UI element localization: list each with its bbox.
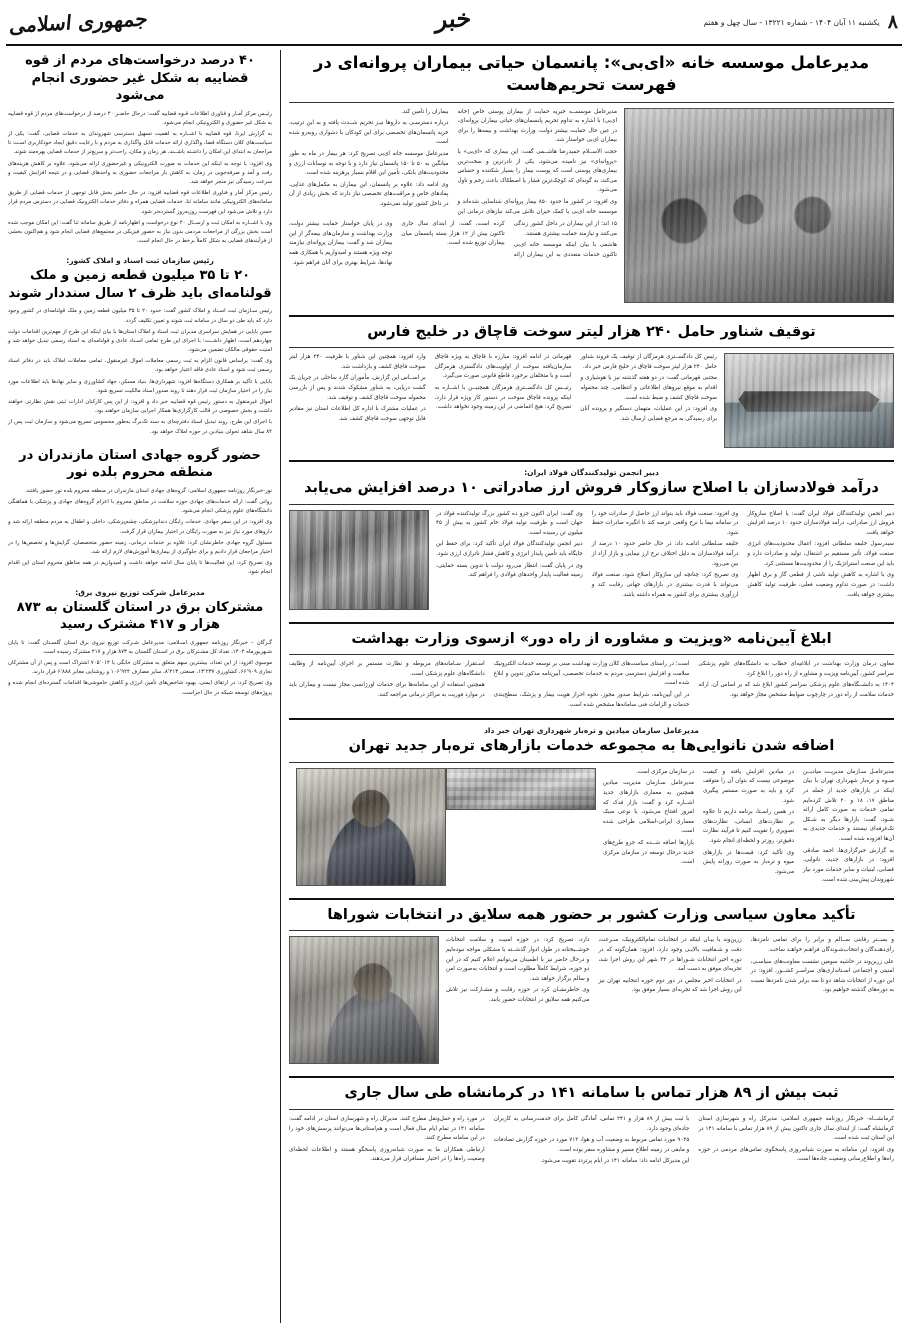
article-body-lower [289,220,617,268]
paragraph: اموال غیرمنقول به دستور رئیس قوه قضاییه خبر داد و افزود: از این پس کارکنان ادارات ثبتی نقش نظارتی خواهند داشت و بخش خصوصی در قالب کارگزاری‌ها همکار اجرایی سازمان خواهند بود. [8,399,272,415]
paragraph: در انتخابات اخیر مجلس در دور دوم حوزه انتخابیه تهران نیز این روش اجرا شد که تجربه‌ای بسیار موفق بود. [598,977,742,994]
paragraph: بر اســاس این گزارش، مأموران گارد ساحلی در جریان یک گشت دریایی، به شناور مشکوک شدند و پس از بازرسی محموله سوخت قاچاق کشف و توقیف شد. [289,375,426,401]
paragraph: وی تصریح کرد: این فعالیت‌ها تا پایان سال ادامه خواهد داشت و امیدواریم در همه مناطق محروم استان این اقدام انجام شود. [8,560,272,576]
paragraph: دارد، تصریح کرد: در حوزه امنیت و سلامت انتخابات خوشــبختانه در طول ادوار گذشــته با مشکلی مواجه نبوده‌ایم و درحال حاضر نیز با اطمینان می‌توانیم اعلام کنیم که در این دو حوزه، شرایط کاملاً مطلوب است و انتخابات به‌صورت امن و سالم برگزار خواهد شد. [446,937,590,982]
headline: ۲۰ تا ۳۵ میلیون قطعه زمین و ملک قولنامه‌ای باید ظرف ۲ سال سنددار شوند [8,268,272,301]
paragraph: وی تصریح کرد: در ارتقای ایمنی، بهبود شاخص‌های تأمین انرژی و کاهش خاموشی‌ها اقدامات گسترده‌ای انجام شده و پروژه‌های توسعه شبکه در حال اجراست. [8,680,272,696]
paragraph: مدیرعامل موسســه خیریه حمایت از بیماران پوستی خاص (خانه ای‌بی) با اشاره به تداوم تحریم پانسمان‌های حیاتی بیماران پروانه‌ای، در عین حال حمایت بیشتر دولت، وزارت بهداشت و بیمه‌ها را برای بیماران ای‌بی خواستار شد. [457,108,617,144]
paragraph: وی افزود: در کشور ما حدود ۸۵۰ بیمار پروانه‌ای شناسایی شده‌اند و موسسه خانه ای‌بی با کمک خیران تلاش می‌کند نیازهای درمانی این بیماران را تأمین کند. [401,108,617,215]
divider [289,102,894,103]
paragraph: وی ادامه داد: علاوه بر پانسمان، این بیماران به مکمل‌های غذایی، پمادهای خاص و مراقبت‌های تخصصی نیاز دارند که بخش زیادی از آن در داخل کشور تولید نمی‌شود. [289,181,449,208]
headline: اضافه شدن نانوایی‌ها به مجموعه خدمات بازارهای تره‌بار جدید تهران [348,738,835,755]
divider [289,762,894,763]
paragraph: معاون درمان وزارت بهداشت در ابلاغیه‌ای خطاب به دانشگاه‌های علوم پزشکی سراسر کشور، آیین‌نامه ویزیت و مشاوره از راه دور را ابلاغ کرد. [698,661,894,677]
paragraph: حجت الاســلام حمیدرضا هاشــمی گفت: این بیماری که «ای‌بی» یا «پروانه‌ای» نیز نامیده می‌شود، یکی از نادرترین و سخت‌ترین بیماری‌های پوستی است که پوست بیمار را بسیار شکننده و حساس می‌کند، به گونه‌ای که کوچک‌ترین فشار یا اصطکاک باعث زخم و تاول می‌شود. [457,148,617,194]
paragraph: بازارها اضافه شــده که جزو طرح‌های جدید درحال توسعه در سازمان مرکزی است. [603,840,694,866]
paragraph: وی تأکید کرد: قیمت‌ها در بازارهای میوه و تره‌بار به صورت روزانه پایش می‌شود. [703,849,794,875]
photo-tanker [724,353,894,448]
article-judiciary [8,52,272,248]
paragraph: وی افزود: در این عملیات، متهمان دستگیر و پرونده آنان برای رسیدگی به مرجع قضایی ارسال شد. [580,406,717,422]
paragraph: اسـتقرار سـامانه‌های مربوطه و نظارت مستمر بر اجرای آیین‌نامه از وظایف دانشگاه‌های علوم پزشکی است. [289,661,485,677]
paragraph: رئیـس مرکز آمـار و فناوری اطلاعات قـوه قضاییه گفت: درحال حاضـر ۴۰ درصد از درخواست‌های مردم از قوه قضاییه به شکل غیر حضوری و الکترونیکی انجام می‌شود. [8,110,273,126]
paragraph: ارتباطی همکاران ما به صورت شبانه‌روزی پاسخگو هستند و اطلاعات لحظه‌ای وضعیت راه‌ها را در اختیار مسافران قرار می‌دهند. [289,1146,485,1163]
headline: تأکید معاون سیاسی وزارت کشور بر حضور همه سلایق در انتخابات شوراها [327,906,856,923]
page-number: ۸ [887,10,898,33]
paper-name: جمهوری اسلامی [8,6,149,38]
paragraph: مدیرعامـل سـازمان مدیریـت میادیــن میـوه و تره‌بار شهرداری تهران با بیان اینکه در بازارهای جدید از جمله در مناطق ۱۷، ۱۸ و ۲۰ تلاش کرده‌ایم تمامی خدمات به صورت کامل ارائه شـود، گفت: بازارها دیگر به شـکل تک‌غرفه‌ای نیستند و خدمات جدیدی به آن‌ها افزوده شده است. [803,768,894,843]
paragraph: ۱۴۰۴ به دانشــگاه‌های علوم پزشکی سراسر کشور ابلاغ شد که بر اساس آن، ارائه خدمات سلامت از راه دور در چارچوب ضوابط مشخص مجاز خواهد بود. [698,682,894,699]
paragraph: همچنین استفاده از این سامانه‌ها برای خدمات اورژانسی مجاز نیست و بیماران باید در موارد فوریت به مراکز درمانی مراجعه کنند. [289,682,485,699]
paragraph: دبیر انجمن تولیدکنندگان فولاد ایران تأکید کرد: برای حفظ این جایگاه باید تأمین پایدار انرژی و کاهش فشار ناترازی ارزی شود. [436,541,583,558]
article-elections [289,906,894,1069]
paragraph: وی در پایان گفت: انتظار می‌رود دولت با تدوین بسته حمایتی، زمینه فعالیت پایدار واحدهای فولادی را فراهم کند. [436,562,583,579]
photo-deputy-minister [289,936,439,1064]
article-bakery-markets [289,726,894,890]
left-column [8,50,280,1323]
paragraph: ۱۵ اند؛ از این بیماران در داخل کشور زندگی می‌کنند و نیازمند حمایت بیشتری هستند. [513,221,617,237]
article-body [289,660,894,710]
masthead-issue-info [703,10,898,33]
paragraph: این مدیرکل ادامه داد: سامانه ۱۴۱ در ایام پرتردد تقویت می‌شود. [540,1158,690,1165]
paragraph: رئیس کل دادگســتری هرمزگان از توقیف یک فروند شناور حامل ۲۴۰ هزار لیتر سوخت قاچاق در خلیج فارس خبر داد. [580,354,717,370]
divider [289,347,894,348]
paragraph: گـرگان – خبرنگار روزنامه جمهوری اسـلامی: مدیرعامل شـرکت توزیع نیروی برق استان گلسـتان گفت: تا پایان شـهریورماه ۱۴۰۴، تعداد کل مشـترکان برق در اسـتان گلستان به ۸۷۳ هزار و ۴۱۷ مشترک رسیده است. [8,639,272,655]
main-column [280,50,900,1323]
article-body [8,307,272,438]
paragraph: وی گفت: ایران اکنون جزو ده کشور بزرگ تولیدکننده فولاد در جهان است و ظرفیت تولید فولاد خام کشور به بیش از ۴۵ میلیون تن رسیده است. [436,510,583,536]
divider [289,504,894,505]
article-body [8,639,272,700]
section-divider [289,898,894,900]
section-divider [289,622,894,624]
paragraph: رئیس سـازمان ثبت اسـناد و املاک کشور گفت: حدود ۲۰ تا ۳۵ میلیون قطعه زمین و ملک قولنامه‌ای در کشور وجود دارد که باید طی دو سال در سامانه ثبت شوند و تعیین تکلیف گردد. [8,308,273,324]
headline: ثبت بیش از ۸۹ هزار تماس با سامانه ۱۴۱ در کرمانشاه طی سال جاری [344,1085,839,1102]
paragraph: نور-خبرنگار روزنامه جمهوری اسلامی: گروه‌های جهادی استان مازندران در منطقه محروم بلده نور حضور یافتند. [24,487,272,494]
paragraph: وی افزود: صنعت فولاد باید بتواند ارز حاصل از صادرات خود را در سامانه نیما با نرخ واقعی عرضه کند تا انگیزه صادرات حفظ شود. [591,510,739,536]
photo-steel-coils [289,510,429,610]
article-body [289,1115,894,1168]
article-fuel-smuggling [289,323,894,453]
article-golestan [8,588,272,700]
paragraph: زرین‌وند با بیـان اینکه در انتخابـات تمام‌الکترونیک، سـرعت، دقت و شـفافیت بالایـی وجود دارد، افزود: همان‌گونه که در دوره اخیر انتخابات شـوراها در ۳۲ شهر این روش اجرا شد، تجربه‌ای موفق به دست آمد. [598,937,742,973]
paragraph: در این آیین‌نامه، شرایط صدور مجوز، نحوه احراز هویت بیمار و پزشک، سطح‌بندی خدمات و الزامات فنی سامانه‌ها مشخص شده است. [493,692,690,708]
paragraph: هاشمی با بیان اینکه موسسه خانه ای‌بی تاکنون خدمات متعددی به این بیماران ارائه کرده است، گفت: از ابتدای سال جاری تاکنون بیش از ۱۲ هزار بسته پانسمان میان بیماران توزیع شده است. [401,221,617,259]
article-kermanshah-141 [289,1084,894,1167]
divider [289,1109,894,1110]
paragraph: وی افزود: در این سفر جهادی، خدمات رایگان دندانپزشکی، چشم‌پزشکی، داخلی و اطفال به مردم منطقه ارائه شد و داروهای مورد نیاز نیز به صورت رایگان در اختیار بیماران قرار گرفت. [8,519,272,535]
paragraph: مدیرعامل سـازمان مدیریت میادین همچنین به معماری بازارهای جدید اشــاره کرد و گفت: بازار فدک که امروز افتتاح می‌شود، با نوعی سبک معماری ایرانی-اسلامی طراحی شده است. [603,780,694,835]
paragraph: وارد افزود: همچنین این شناور با ظرفیت ۲۴۰ هزار لیتر سوخت قاچاق کشف و بازداشت شد. [289,354,426,370]
section-divider [289,460,894,462]
paragraph: ۹۰۲۵ مورد تماس مربوط به وضعیت آب و هوا، ۷۱۳ مورد در حوزه گزارش تصادفات و مابقی در زمینه اطلاع مسیر و مشاوره سفر بوده است. [493,1137,690,1153]
paragraph: درباره دسترسـی به داروها نیـز تحریم شــدت یافته و به این ترتیب، خرید پانسمان‌های تخصصی برای این کودکان با دشواری روبه‌رو شده است. [289,120,449,146]
divider [289,930,894,931]
kicker: مدیرعامل سازمان میادین و تره‌بار شهرداری تهران خبر داد [484,726,699,736]
paragraph: قهرمانی در ادامه افزود: مبارزه با قاچاق به ویژه قاچاق سازمان‌یافته سوخت از اولویت‌های دادگستری هرمزگان است و با متخلفان برخورد قاطع قانونی صورت می‌گیرد. [434,354,572,380]
paragraph: وی تصریح کرد: چنانچه این سازوکار اصلاح شود، صنعت فولاد می‌تواند با قدرت بیشتری در بازارهای جهانی رقابت کند و ارزآوری بیشتری برای کشور به همراه داشته باشد. [591,572,739,598]
paragraph: رئیس مرکز آمار و فناوری اطلاعات قوه قضاییه افزود: در حال حاضر بخش قابل توجهی از خدمات قضایی از طریق سامانه‌های الکترونیکی مانند سامانه ثنا، خدمات قضایی همراه و دفاتر خدمات الکترونیک قضایی در دسترس مردم قرار دارد و تلاش می‌شود این فهرست روزبه‌روز گسترده‌تر شود. [8,190,272,215]
paragraph: در همین راسـتا، برنامه داریم تا علاوه بر نظارت‌های انسانی، نظارت‌های تصویری را تقویت کنیم تا فرآیند نظارت دقیق‌تر، روزتر و لحظه‌ای انجام شود. [703,809,794,845]
paragraph: در میادین افزایش یافته و کیفیت موضوعی نیست که بتوان آن را متوقف کرد و باید به صورت مستمر پیگیری شود. [703,768,794,804]
section-divider [289,315,894,317]
paragraph: با اجرای این طرح، روند تبدیل اسناد دفترچه‌ای به سند تک‌برگ به‌طور محسوس تسریع می‌شود و سازمان ثبت پس از ۸۴ سال شاهد تحولی بنیادین در حوزه املاک خواهد بود. [8,419,272,435]
article-telemedicine [289,630,894,711]
paragraph: وی افزود: با توجه به اینکه این خدمات به صورت الکترونیکی و غیرحضوری ارائه می‌شود، علاوه بر کاهش هزینه‌های رفت و آمد و صرفه‌جویی در زمان، به کاهش بار مراجعات حضوری به واحدهای قضایی و در نتیجه افزایش کیفیت و سرعت رسیدگی نیز منجر خواهد شد. [8,160,272,185]
paragraph: به گزارش خبرگزاری‌ها، احمد صادقی افزود: در بازارهای جدید، نانوایی، قصابی، لبنیات و سایر خدمات مورد نیاز شهروندان پیش‌بینی شده است. [803,847,894,883]
headline: مشترکان برق در استان گلستان به ۸۷۳ هزار و ۴۱۷ مشترک رسید [16,599,264,633]
headline: توقیف شناور حامل ۲۴۰ هزار لیتر سوخت قاچاق در خلیج فارس [367,323,816,340]
headline: ابلاغ آیین‌نامه «ویزیت و مشاوره از راه دور» ازسوی وزارت بهداشت [351,630,832,647]
paragraph: به گزارش ایرنا، قوه قضاییه با اشــاره به اهمیت تسهیل دسترسی شهروندان به خدمات قضایی، گفت: یکی از سیاست‌های کلان دستگاه قضا، واگذاری ارائه خدمات قابل واگذاری به مردم و با رعایت دقیق ایجاد خودکاربری اسـت تا مراجعان به ابتدای این امکان را داشـته باشــند، هر زمان و مکان، راحت‌تر و سریع‌تر از خدمات قضایی بهره‌مند شوند. [8,131,272,156]
paragraph: با ثبت بیش از ۸۹ هزار و ۲۴۱ تماس، آمادگی کامل برای خدمت‌رسانی به کاربران جاده‌ای وجود دارد. [493,1115,690,1132]
article-body [8,487,272,580]
article-body [289,108,617,218]
paragraph: مسئول گروه جهادی خاطرنشان کرد: علاوه بر خدمات درمانی، زمینه حضور متخصصان، گرایش‌ها و تخصص‌ها را در اختیار مراجعان قرار دادیم و برای جلوگیری از بیماری‌ها آموزش‌های لازم ارائه شد. [8,539,272,556]
paragraph: در عملیات مشترک با اداره کل اطلاعات استان نیز مقادیر قابل توجهی سوخت قاچاق کشف شد. [289,406,426,422]
article-registration [8,256,272,439]
paragraph: خلیفه سـلطانی ادامـه داد: در حال حاضر حدود ۱۰ درصد از درآمد فولادسازان به دلیل اختلاف نرخ ارز نیمایی و بازار آزاد از بین می‌رود. [591,541,739,567]
issue-line: یکشنبه ۱۱ آبان ۱۴۰۴ - شماره ۱۳۲۲۱ - سال چهل و هفتم [703,17,880,27]
paragraph: مجتبی قهرمانی گفت: در دو هفته گذشته نیز با هوشیاری و اقدام به موقع نیروهای اطلاعاتی و انتظامی، چند محموله سوخت قاچاق کشف و ضبط شده است. [580,375,717,401]
paragraph: حسن بابایی در همایش سراسری مدیران ثبت اسناد و املاک استان‌ها با بیان اینکه این طرح از مهم‌ترین اقدامات دولت چهاردهم است، اظهار داشــت: با اجرای این طرح تمامی اسـناد عادی و قولنامه‌ای به اسناد رسمی تبدیل خواهد شد و امنیت حقوقی مالکان تضمین می‌شود. [8,328,272,354]
section-divider [289,1076,894,1078]
paragraph: وی افزود: این سامانه به صورت شبانه‌روزی پاسخگوی تماس‌های مردمی در حوزه راه‌ها و اطلاع‌رسانی وضعیت جاده‌ها است. [698,1146,894,1163]
paragraph: بابایی با تأکید بر همکاری دستگاه‌ها افزود: شهرداری‌ها، بنیاد مسکن، جهاد کشاورزی و سایر نهادها باید اطلاعات مورد نیاز را در اختیار سازمان ثبت قرار دهند تا روند صدور اسناد مالکیت تسریع شود. [8,378,272,394]
paragraph: مدیرعامل موسسه خانه ای‌بی تصریح کرد: هر بیمار در ماه به طور میانگین به ۵۰ تا ۱۵۰ پانسمان نیاز دارد و با توجه به نوسانات ارزی و محدودیت‌های بانکی، تأمین این اقلام بسیار پرهزینه شده است. [289,150,449,177]
kicker: رئیس سازمان ثبت اسناد و املاک کشور: [66,256,214,266]
paragraph: روانی گفت: ارائه خدمات‌های جهادی حوزه سلامت در مناطق محروم با اعزام گروه‌های جهادی و پزشکی با هماهنگی دانشگاه‌های علوم پزشکی انجام می‌شود. [8,499,272,515]
section-name: خبر [435,3,473,34]
paragraph: رئیــس کل دادگســتری هرمزگان همچنیــن با اشــاره به اینکه پرونده قاچاق سوخت در دستور کار ویژه قرار دارد، تصریح کرد: هیچ اغماضی در این زمینه وجود نخواهد داشت. [434,384,572,411]
paragraph: علی زرین‌وند در حاشیه سومین نشست معاونت‌های سیاسـی، امنیتی و اجتماعی اسـتانداری‌های سراسـر کشــور، افزود: در این دوره از انتخابات شاهد دو تا سه برابر شدن نامزدها نسبت به دوره‌های گذشته خواهیم بود. [750,958,894,994]
section-divider [289,718,894,720]
article-body [8,110,272,249]
paragraph: و بســتر رقابتی ســالم و برابر را برای تمامی نامزدها، رأی‌دهنـدگان و انتخاب‌شـوندگان فراهـم خواهـد ساخت. [750,937,894,953]
paragraph: در مورد راه و حمل‌ونقل مطرح کنند. مدیرکل راه و شهرسازی استان در ادامه گفت: سامانه ۱۴۱ در تمام ایام سال فعال است و هم‌استانی‌ها می‌توانند پرسش‌های خود را در این سامانه مطرح کنند. [289,1115,485,1142]
headline: حضور گروه جهادی استان مازندران در منطقه محروم بلده نور [19,447,261,481]
article-body [446,936,894,1005]
paragraph: موسوی افزود: از این تعداد، بیشترین سهم متعلق به مشترکان خانگی با ۷۰۵٬۰۱۴ اشتراک است و پس از آن مشترکان تجاری ۶۶٬۹۰۹، کشاورزی ۱۳٬۲۳۷، صنعتی ۸٬۲۱۳، سایر مصارف ۱۰۶٬۹۲۴ و روشنایی معابر ۶٬۸۸۸ قرار دارند. [8,660,272,676]
headline: درآمد فولادسازان با اصلاح سازوکار فروش ارز صادراتی ۱۰ درصد افزایش می‌یابد [304,480,879,497]
paragraph: کرمانشــاه- خبرنگار روزنامه جمهوری اسلامی: مدیرکل راه و شهرسازی استان کرمانشاه گفت: از ابتدای سال جاری تاکنون بیش از ۸۹ هزار تماس با سامانه ۱۴۱ در این استان ثبت شده است. [698,1115,894,1142]
headline: مدیرعامل موسسه خانه «ای‌بی»: پانسمان حیاتی بیماران پروانه‌ای در فهرست تحریم‌هاست [313,53,870,95]
article-mazandaran [8,447,272,580]
paragraph: وی در پایان خواستار حمایت بیشتر دولت، وزارت بهداشت و سازمان‌های بیمه‌گر از این بیماران شد و گفت: بیماران پروانه‌ای نیازمند توجه ویژه هستند و امیدواریم با همکاری همه نهادها، شرایط بهتری برای آنان فراهم شود. [289,221,393,266]
article-body [289,353,717,424]
article-steel [289,468,894,614]
photo-market-stalls [446,768,596,810]
divider [289,654,894,655]
photo-official-portrait [296,768,446,886]
paragraph: وی با اشــاره به امکان ثبت و ارســال ۴۰ نوع درخواست و اظهارنامه از طریق سامانه ثنا گفت: این امکان موجب شده است بخش بزرگی از مراجعات مردمی بدون نیاز به حضور فیزیکی در مجتمع‌های قضایی انجام شود و هم‌اکنون بخشی از فرآیندهای قضایی به شکل کاملاً برخط در حال انجام است. [8,219,272,245]
article-body [603,768,894,885]
paragraph: وی گفت: براساس قانون الزام به ثبت رسمی معاملات اموال غیرمنقول، تمامی معاملات املاک باید در دفاتر اسناد رسمی ثبت شود و اسناد عادی فاقد اعتبار خواهد بود. [8,358,272,374]
paragraph: وی با اشاره به کاهش تولید ناشی از قطعی گاز و برق اظهار داشت: در صورت تداوم وضعیت فعلی، ظرفیت تولید کاهش بیشتری خواهد یافت. [747,572,894,598]
paragraph: در سازمان مرکزی است. [635,768,694,775]
article-eb-house [289,52,894,307]
paragraph: وی خاطرنشـان کرد در حوزه رقابت و مشـارکت نیز تلاش می‌کنیم همه سلایق در انتخابات حضور یابند. [446,987,590,1004]
headline: ۴۰ درصد درخواست‌های مردم از قوه قضاییه به شکل غیر حضوری انجام می‌شود [25,53,255,104]
paragraph: است؛ در راستای سیاست‌های کلان وزارت بهداشت مبنی بر توسعه خدمات الکترونیک سلامت و افزایش دسترسی مردم به خدمات تخصصی، آیین‌نامه مذکور تدوین و ابلاغ شده است. [493,661,690,687]
kicker: مدیرعامل شرکت توزیع نیروی برق: [75,587,205,597]
article-body [436,510,894,600]
page-body [0,46,908,1331]
masthead [0,0,908,44]
photo-eb-patients [624,108,894,303]
kicker: دبیر انجمن تولیدکنندگان فولاد ایران: [524,468,659,478]
paragraph: سیدرسول خلیفه سلطانی افزود: اعمال محدودیت‌های انرژی صنعت فولاد، تأثیر مستقیم بر اشتغال، تولید و صادرات دارد و باید این صنعت استراتژیک را از محدودیت‌ها مستثنی کرد. [747,541,894,567]
paragraph: دبیر انجمن تولیدکنندگان فولاد ایران گفت: با اصلاح سازوکار فروش ارز صادراتی، درآمد فولادسازان حدود ۱۰ درصد افزایش خواهد یافت. [747,510,894,536]
